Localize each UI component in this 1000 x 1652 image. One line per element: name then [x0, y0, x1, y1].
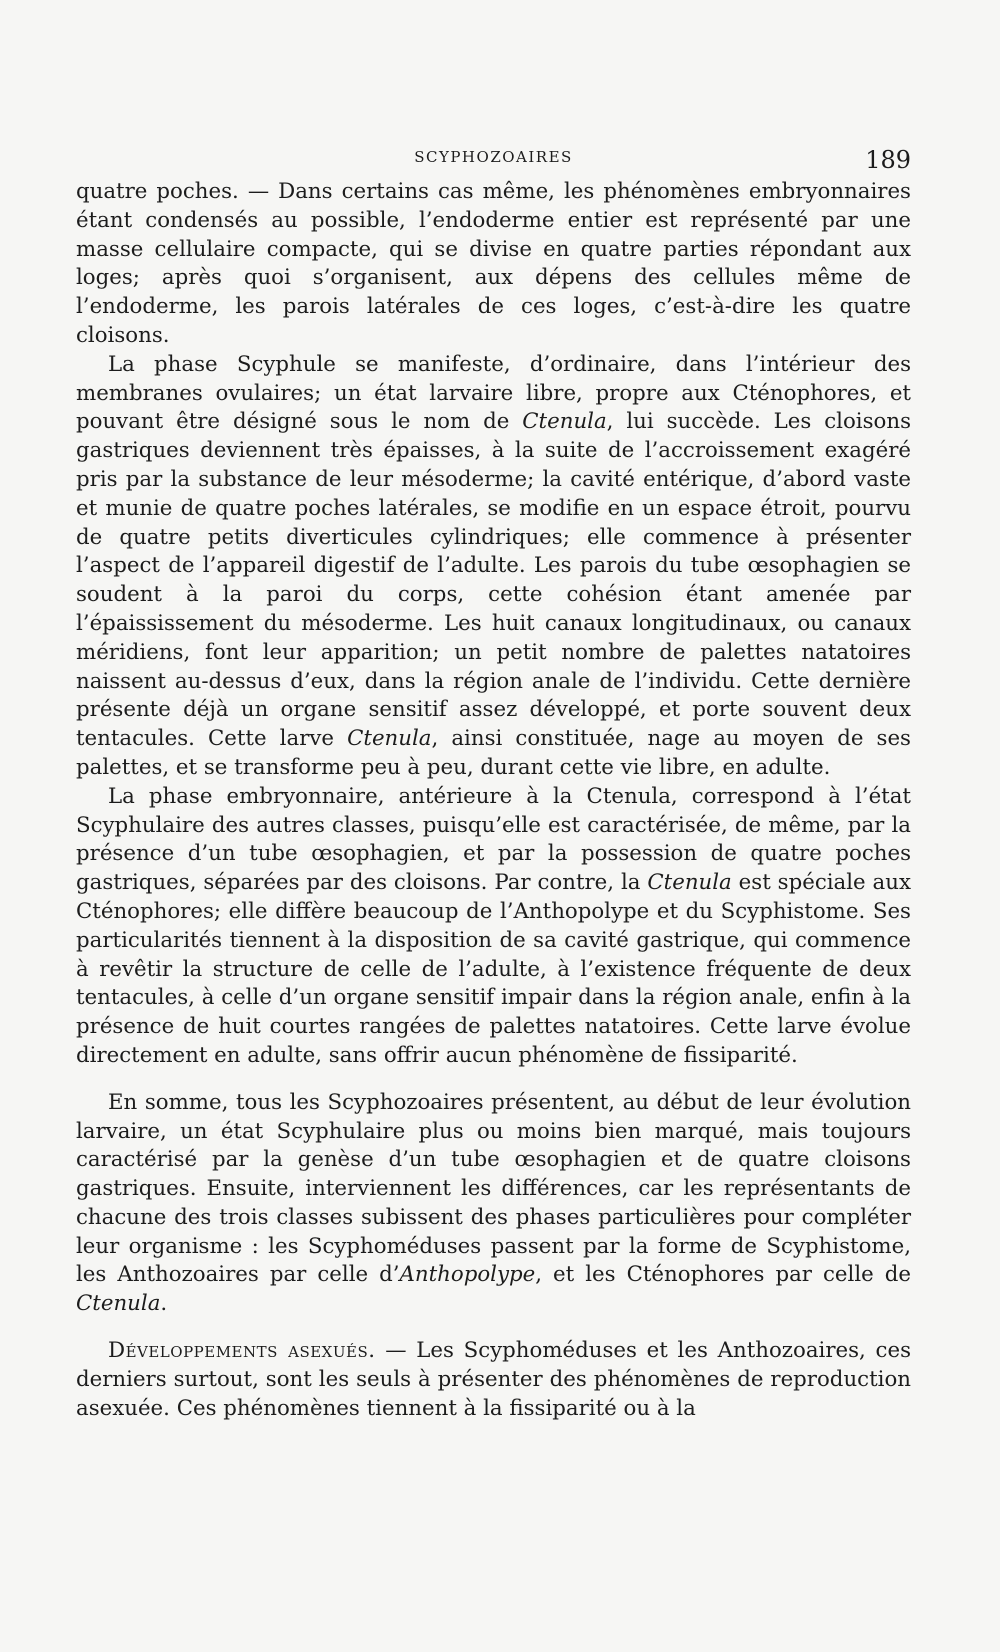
paragraph-text: est spéciale aux Cténophores; elle diffère beaucoup de l’Anthopolype et du Scyphistome. Ses particularités tiennent à la disposition de sa cavité gastrique, qui commence à revêtir la structure de celle de l’adulte, à l’existence fréquente de deux tentacules, à celle d’un organe sensitif impair dans la région anale, enfin à la présence de huit courtes rangées de palettes natatoires. Cette larve évolue directement en adulte, sans offrir aucun phénomène de fissiparité. [76, 870, 911, 1068]
italic-term: Ctenula [522, 409, 607, 435]
paragraph-2 [76, 351, 911, 783]
paragraph-text: , lui succède. Les cloisons gastriques deviennent très épaisses, à la suite de l’accroissement exagéré pris par la substance de leur mésoderme; la cavité entérique, d’abord vaste et munie de quatre poches latérales, se modifie en un espace étroit, pourvu de quatre petits diverticules cylindriques; elle commence à présenter l’aspect de l’appareil digestif de l’adulte. Les parois du tube œsophagien se soudent à la paroi du corps, cette cohésion étant amenée par l’épaississement du mésoderme. Les huit canaux longitudinaux, ou canaux méridiens, font leur apparition; un petit nombre de palettes natatoires naissent au-dessus d’eux, dans la région anale de l’individu. Cette dernière présente déjà un organe sensitif assez développé, et porte souvent deux tentacules. Cette larve [76, 409, 912, 752]
running-head [76, 146, 911, 176]
running-title: SCYPHOZOAIRES [414, 148, 573, 166]
paragraph-text: . [160, 1291, 168, 1317]
paragraph-4 [76, 1089, 911, 1319]
paragraph-text: En somme, tous les Scyphozoaires présentent, au début de leur évolution larvaire, un état Scyphulaire plus ou moins bien marqué, mais toujours caractérisé par la genèse d’un tube œsophagien et de quatre cloisons gastriques. Ensuite, interviennent les différences, car les représentants de chacune des trois classes subissent des phases particulières pour compléter leur organisme : les Scyphoméduses passent par la forme de Scyphistome, les Anthozoaires par celle d’ [76, 1089, 911, 1288]
italic-term: Ctenula [647, 870, 732, 896]
body-text [76, 178, 911, 1423]
paragraph-3 [76, 783, 911, 1071]
paragraph-text: , ainsi constituée, nage au moyen de ses palettes, et se transforme peu à peu, durant cette vie libre, en adulte. [76, 726, 911, 780]
section-heading: Développements asexués. [108, 1338, 376, 1364]
paragraph-text: La phase embryonnaire, antérieure à la Ctenula, correspond à l’état Scyphulaire des autres classes, puisqu’elle est caractérisée, de même, par la présence d’un tube œsophagien, et par la possession de quatre poches gastriques, séparées par des cloisons. Par contre, la [76, 783, 911, 896]
paragraph-text: — Les Scyphoméduses et les Anthozoaires, ces derniers surtout, sont les seuls à présenter des phénomènes de reproduction asexuée. Ces phénomènes tiennent à la fissiparité ou à la [76, 1338, 911, 1421]
paragraph-text: quatre poches. — Dans certains cas même, les phénomènes embryonnaires étant condensés au possible, l’endoderme entier est représenté par une masse cellulaire compacte, qui se divise en quatre parties répondant aux loges; après quoi s’organisent, aux dépens des cellules même de l’endoderme, les parois latérales de ces loges, c’est-à-dire les quatre cloisons. [76, 179, 911, 348]
page-number: 189 [865, 146, 911, 174]
paragraph-1 [76, 178, 911, 351]
italic-term: Anthopolype [399, 1262, 536, 1288]
paragraph-text: , et les Cténophores par celle de [535, 1262, 911, 1288]
paragraph-text: La phase Scyphule se manifeste, d’ordinaire, dans l’intérieur des membranes ovulaires; un état larvaire libre, propre aux Cténophores, et pouvant être désigné sous le nom de [76, 351, 911, 435]
italic-term: Ctenula [347, 726, 432, 752]
paragraph-5 [76, 1337, 911, 1423]
italic-term: Ctenula [76, 1291, 161, 1317]
